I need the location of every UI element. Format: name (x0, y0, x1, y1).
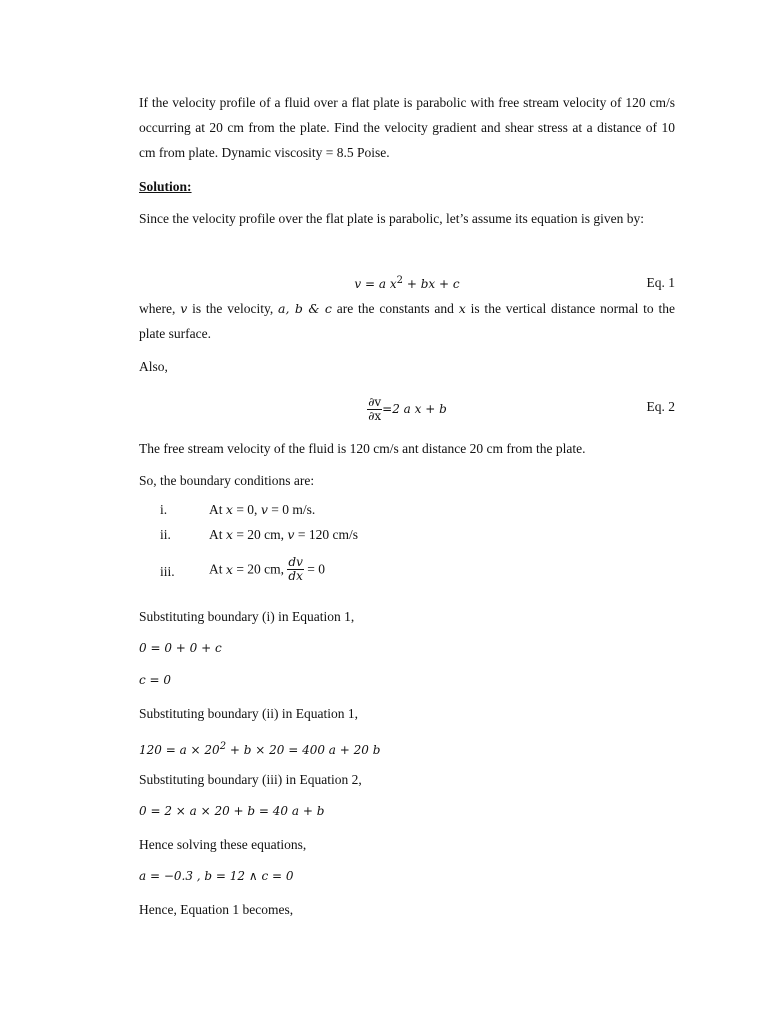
substitution-3-text: Substituting boundary (iii) in Equation 2, (139, 772, 362, 787)
solution-heading-text: Solution: (139, 179, 192, 194)
eq1-lhs: v (354, 277, 362, 291)
intro-paragraph: Since the velocity profile over the flat plate is parabolic, let’s assume its equation is given by: (139, 211, 644, 226)
free-stream-text: The free stream velocity of the fluid is 120 cm/s ant distance 20 cm from the plate. (139, 441, 586, 456)
result-equation: a = −0.3 , b = 12 ∧ c = 0 (139, 869, 294, 883)
eq2-fraction: $\frac{\partial v}{\partial x}$ (368, 395, 382, 423)
document-page: If the velocity profile of a fluid over a flat plate is parabolic with free stream velocity of 120 cm/s occurring at 20 cm from the plate. Find the velocity gradient and shear stress at a distance of 10 cm from plate. Dynamic viscosity = 8.5 Poise. Solution: Since the velocity profile over the flat plate is parabolic, let’s assume its equation is given by: v = a $x^2$ + bx + c Eq. 1 where, v is the velocity, a, b & c are the constants and x is the vertical distance normal to the plate surface. Also, $\frac{\partial v}{\partial x}$ =2 a x + b Eq. 2 The free stream velocity of the fluid is 120 cm/s ant distance 20 cm from the plate. So, the boundary conditions are: i. At x = 0, v = 0 m/s. ii. At x = 20 cm, v = 120 cm/s iii. At x = 20 cm, $\frac{dv}{dx}$ = 0 Substituting boundary (i) in Equation 1, 0 = 0 + 0 + c c = 0 Substituting boundary (ii) in Equation 1, $120 = a \times 20^2 + b \times 20 = 400$ a + 20 b Substituting boundary (iii) in Equation 2, 0 = 2 × a × 20 + b = 40 a + b Hence solving these equations, a = −0.3 , b = 12 ∧ c = 0 Hence, Equation 1 becomes, (0, 0, 768, 1024)
eq1-rhs-prefix: a x (378, 277, 397, 291)
eq1-exponent: 2 (396, 275, 404, 286)
substitution-3-equation: 0 = 2 × a × 20 + b = 40 a + b (139, 804, 325, 818)
equation-2-label: Eq. 2 (646, 399, 675, 414)
solution-heading (139, 174, 675, 199)
substitution-2-text: Substituting boundary (ii) in Equation 1, (139, 706, 358, 721)
equation-1-label: Eq. 1 (646, 275, 675, 290)
substitution-1-text: Substituting boundary (i) in Equation 1, (139, 609, 355, 624)
bc-intro-text: So, the boundary conditions are: (139, 473, 315, 488)
substitution-1-equation-b: c = 0 (139, 673, 172, 687)
substitution-1-equation-a: 0 = 0 + 0 + c (139, 641, 222, 655)
eq1-rhs-suffix: + bx + c (406, 277, 460, 291)
also-text: Also, (139, 359, 168, 374)
eq2-rhs: 2 a x + b (392, 402, 447, 416)
equation-2 (139, 396, 675, 432)
substitution-2-equation: $120 = a \times 20^2 + b \times 20 = 400$ a + 20 b (139, 741, 381, 757)
equation-1-body: v = a $x^2$ + bx + c (354, 275, 460, 291)
hence-text: Hence, Equation 1 becomes, (139, 902, 294, 917)
where-paragraph: where, v is the velocity, a, b & c are the constants and x is the vertical distance normal to the plate surface. (139, 301, 675, 341)
solving-text: Hence solving these equations, (139, 837, 307, 852)
equation-2-body: $\frac{\partial v}{\partial x}$ =2 a x + b (368, 395, 447, 423)
problem-statement: If the velocity profile of a fluid over a flat plate is parabolic with free stream velocity of 120 cm/s occurring at 20 cm from the plate. Find the velocity gradient and shear stress at a distance of 10 cm from plate. Dynamic viscosity = 8.5 Poise. (139, 95, 675, 160)
bc3-fraction: $\frac{dv}{dx}$ (288, 555, 303, 583)
